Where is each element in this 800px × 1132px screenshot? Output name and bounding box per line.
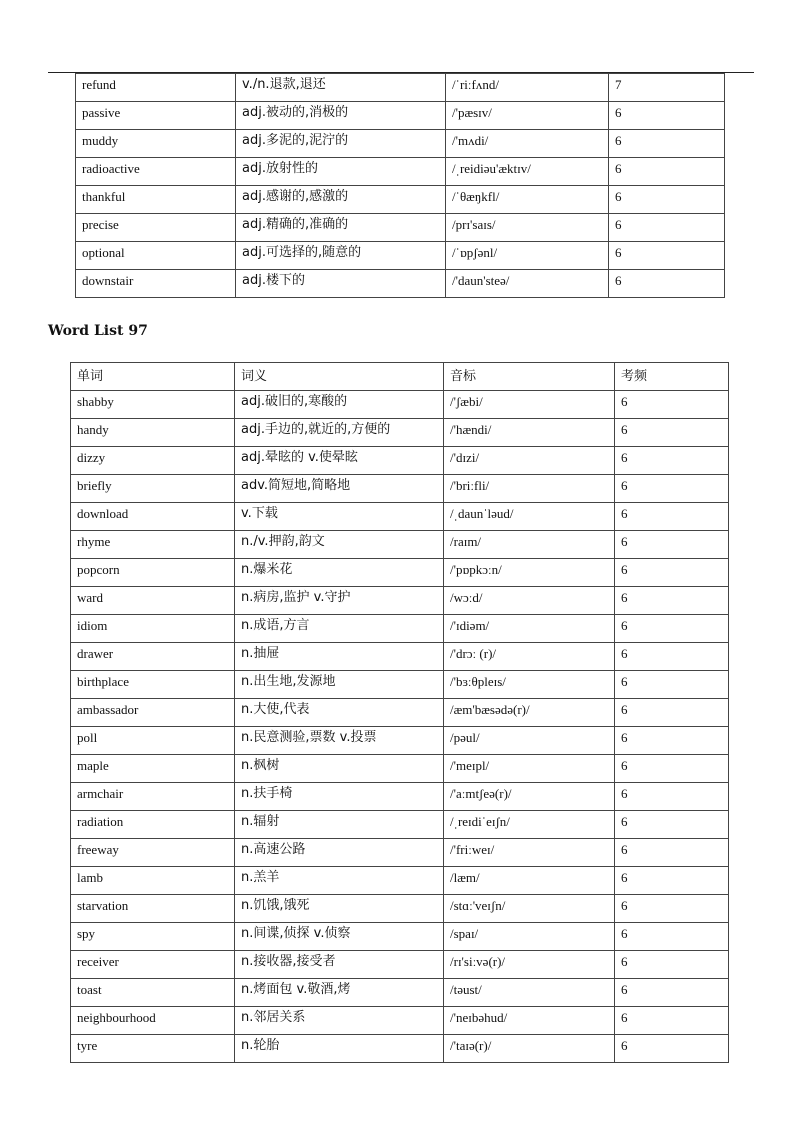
word-cell: rhyme	[71, 531, 235, 559]
phonetic-cell: /'taɪə(r)/	[444, 1035, 615, 1063]
phonetic-cell: /raɪm/	[444, 531, 615, 559]
frequency-cell: 6	[615, 923, 729, 951]
frequency-cell: 6	[615, 979, 729, 1007]
phonetic-cell: /'friːweɪ/	[444, 839, 615, 867]
definition-cell: n.接收器,接受者	[235, 951, 444, 979]
table-row	[71, 783, 729, 811]
table-row	[71, 643, 729, 671]
table-row	[71, 839, 729, 867]
frequency-cell: 6	[615, 699, 729, 727]
definition-cell: adj.感谢的,感激的	[236, 186, 446, 214]
phonetic-cell: /'briːfli/	[444, 475, 615, 503]
table-row	[71, 503, 729, 531]
table-row	[71, 923, 729, 951]
phonetic-cell: /ˌreɪdiˈeɪʃn/	[444, 811, 615, 839]
frequency-cell: 6	[615, 811, 729, 839]
table-row	[71, 699, 729, 727]
word-cell: spy	[71, 923, 235, 951]
word-cell: downstair	[76, 270, 236, 298]
table-row	[71, 419, 729, 447]
phonetic-cell: /ˌdaunˈləud/	[444, 503, 615, 531]
table-row	[71, 615, 729, 643]
word-cell: ward	[71, 587, 235, 615]
word-cell: ambassador	[71, 699, 235, 727]
word-cell: birthplace	[71, 671, 235, 699]
phonetic-cell: /'aːmtʃeə(r)/	[444, 783, 615, 811]
frequency-cell: 6	[615, 615, 729, 643]
header-word: 单词	[71, 363, 235, 391]
frequency-cell: 6	[615, 643, 729, 671]
frequency-cell: 6	[615, 867, 729, 895]
table-row	[71, 531, 729, 559]
phonetic-cell: /'hændi/	[444, 419, 615, 447]
table-row	[76, 158, 725, 186]
frequency-cell: 6	[609, 158, 725, 186]
definition-cell: adj.破旧的,寒酸的	[235, 391, 444, 419]
word-cell: muddy	[76, 130, 236, 158]
phonetic-cell: /ˈriːfʌnd/	[446, 74, 609, 102]
frequency-cell: 6	[615, 1007, 729, 1035]
table-row	[71, 755, 729, 783]
word-cell: precise	[76, 214, 236, 242]
definition-cell: n.高速公路	[235, 839, 444, 867]
table-row	[76, 270, 725, 298]
word-cell: neighbourhood	[71, 1007, 235, 1035]
phonetic-cell: /'ʃæbi/	[444, 391, 615, 419]
definition-cell: adj.晕眩的 v.使晕眩	[235, 447, 444, 475]
frequency-cell: 6	[615, 671, 729, 699]
definition-cell: n.民意测验,票数 v.投票	[235, 727, 444, 755]
table-row	[76, 242, 725, 270]
table-header-row	[71, 363, 729, 391]
table-row	[71, 867, 729, 895]
frequency-cell: 6	[615, 951, 729, 979]
frequency-cell: 6	[615, 503, 729, 531]
phonetic-cell: /ˈθæŋkfl/	[446, 186, 609, 214]
frequency-cell: 6	[615, 419, 729, 447]
word-cell: popcorn	[71, 559, 235, 587]
word-cell: briefly	[71, 475, 235, 503]
word-cell: passive	[76, 102, 236, 130]
word-cell: thankful	[76, 186, 236, 214]
header-frequency: 考频	[615, 363, 729, 391]
table-row	[76, 130, 725, 158]
word-cell: radioactive	[76, 158, 236, 186]
word-cell: dizzy	[71, 447, 235, 475]
definition-cell: n.枫树	[235, 755, 444, 783]
table-row	[71, 475, 729, 503]
word-cell: optional	[76, 242, 236, 270]
word-cell: receiver	[71, 951, 235, 979]
phonetic-cell: /'neɪbəhud/	[444, 1007, 615, 1035]
phonetic-cell: /pəul/	[444, 727, 615, 755]
frequency-cell: 6	[615, 727, 729, 755]
phonetic-cell: /'drɔː (r)/	[444, 643, 615, 671]
frequency-cell: 6	[615, 587, 729, 615]
table-row	[71, 1007, 729, 1035]
phonetic-cell: /'dɪzi/	[444, 447, 615, 475]
definition-cell: adj.放射性的	[236, 158, 446, 186]
frequency-cell: 6	[615, 895, 729, 923]
definition-cell: n.病房,监护 v.守护	[235, 587, 444, 615]
phonetic-cell: /'pɒpkɔːn/	[444, 559, 615, 587]
table-row	[76, 214, 725, 242]
table-row	[76, 74, 725, 102]
word-cell: idiom	[71, 615, 235, 643]
definition-cell: n.抽屉	[235, 643, 444, 671]
phonetic-cell: /wɔːd/	[444, 587, 615, 615]
frequency-cell: 6	[609, 186, 725, 214]
phonetic-cell: /'ɪdiəm/	[444, 615, 615, 643]
phonetic-cell: /stɑː'veɪʃn/	[444, 895, 615, 923]
word-cell: poll	[71, 727, 235, 755]
word-cell: tyre	[71, 1035, 235, 1063]
definition-cell: adv.简短地,简略地	[235, 475, 444, 503]
phonetic-cell: /spaɪ/	[444, 923, 615, 951]
frequency-cell: 6	[615, 475, 729, 503]
phonetic-cell: /'mʌdi/	[446, 130, 609, 158]
frequency-cell: 6	[615, 839, 729, 867]
table-row	[71, 727, 729, 755]
table-row	[76, 102, 725, 130]
word-cell: toast	[71, 979, 235, 1007]
table-row	[71, 895, 729, 923]
word-cell: shabby	[71, 391, 235, 419]
section-title: Word List 97	[48, 323, 148, 339]
definition-cell: n.大使,代表	[235, 699, 444, 727]
definition-cell: adj.多泥的,泥泞的	[236, 130, 446, 158]
definition-cell: adj.可选择的,随意的	[236, 242, 446, 270]
frequency-cell: 6	[609, 242, 725, 270]
vocab-table-continued	[75, 73, 725, 298]
frequency-cell: 6	[609, 270, 725, 298]
definition-cell: n.爆米花	[235, 559, 444, 587]
table-row	[71, 979, 729, 1007]
phonetic-cell: /prɪ'saɪs/	[446, 214, 609, 242]
definition-cell: n.成语,方言	[235, 615, 444, 643]
frequency-cell: 6	[615, 559, 729, 587]
definition-cell: adj.手边的,就近的,方便的	[235, 419, 444, 447]
definition-cell: n.轮胎	[235, 1035, 444, 1063]
word-cell: handy	[71, 419, 235, 447]
word-cell: freeway	[71, 839, 235, 867]
definition-cell: adj.精确的,准确的	[236, 214, 446, 242]
word-cell: download	[71, 503, 235, 531]
definition-cell: n.间谍,侦探 v.侦察	[235, 923, 444, 951]
word-cell: drawer	[71, 643, 235, 671]
frequency-cell: 6	[615, 447, 729, 475]
header-phonetic: 音标	[444, 363, 615, 391]
definition-cell: n.烤面包 v.敬酒,烤	[235, 979, 444, 1007]
definition-cell: adj.楼下的	[236, 270, 446, 298]
table-row	[71, 811, 729, 839]
phonetic-cell: /ˌreidiəu'æktɪv/	[446, 158, 609, 186]
definition-cell: n.扶手椅	[235, 783, 444, 811]
frequency-cell: 6	[609, 214, 725, 242]
definition-cell: n.邻居关系	[235, 1007, 444, 1035]
definition-cell: n.饥饿,饿死	[235, 895, 444, 923]
word-cell: refund	[76, 74, 236, 102]
frequency-cell: 7	[609, 74, 725, 102]
table-row	[71, 587, 729, 615]
table-row	[76, 186, 725, 214]
word-cell: armchair	[71, 783, 235, 811]
table-row	[71, 559, 729, 587]
frequency-cell: 6	[609, 102, 725, 130]
phonetic-cell: /ˈɒpʃənl/	[446, 242, 609, 270]
word-cell: starvation	[71, 895, 235, 923]
phonetic-cell: /'bɜːθpleɪs/	[444, 671, 615, 699]
definition-cell: n.辐射	[235, 811, 444, 839]
phonetic-cell: /læm/	[444, 867, 615, 895]
definition-cell: adj.被动的,消极的	[236, 102, 446, 130]
word-cell: maple	[71, 755, 235, 783]
phonetic-cell: /'daun'steə/	[446, 270, 609, 298]
word-cell: radiation	[71, 811, 235, 839]
frequency-cell: 6	[615, 755, 729, 783]
phonetic-cell: /rɪ'siːvə(r)/	[444, 951, 615, 979]
frequency-cell: 6	[615, 391, 729, 419]
definition-cell: v./n.退款,退还	[236, 74, 446, 102]
table-row	[71, 951, 729, 979]
definition-cell: n./v.押韵,韵文	[235, 531, 444, 559]
phonetic-cell: /təust/	[444, 979, 615, 1007]
table-row	[71, 447, 729, 475]
word-cell: lamb	[71, 867, 235, 895]
frequency-cell: 6	[615, 1035, 729, 1063]
vocab-table-word-list-97	[70, 362, 729, 1063]
phonetic-cell: /æm'bæsədə(r)/	[444, 699, 615, 727]
phonetic-cell: /'meɪpl/	[444, 755, 615, 783]
table-row	[71, 671, 729, 699]
definition-cell: n.羔羊	[235, 867, 444, 895]
frequency-cell: 6	[615, 783, 729, 811]
frequency-cell: 6	[615, 531, 729, 559]
definition-cell: v.下载	[235, 503, 444, 531]
definition-cell: n.出生地,发源地	[235, 671, 444, 699]
phonetic-cell: /'pæsɪv/	[446, 102, 609, 130]
header-definition: 词义	[235, 363, 444, 391]
frequency-cell: 6	[609, 130, 725, 158]
table-row	[71, 1035, 729, 1063]
table-row	[71, 391, 729, 419]
